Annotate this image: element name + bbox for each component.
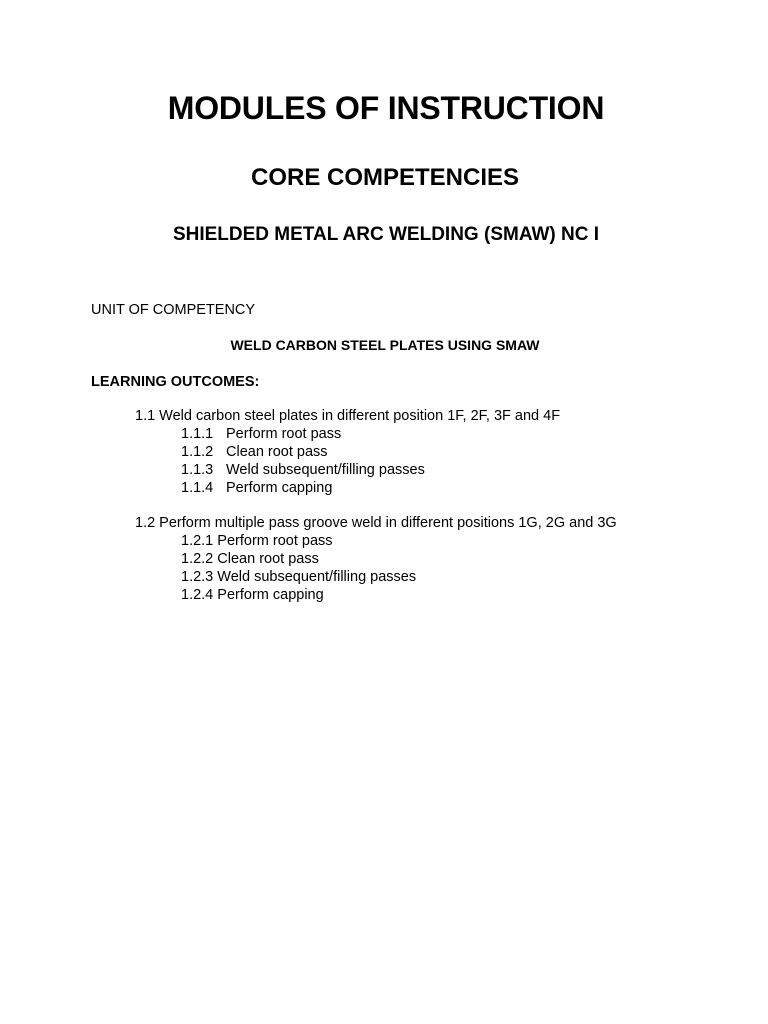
sub-item-number: 1.2.3	[181, 569, 214, 585]
outcome-sub-item	[181, 533, 333, 549]
sub-item-number: 1.1.1	[181, 426, 214, 442]
learning-outcome: 1.1 Weld carbon steel plates in different position 1F, 2F, 3F and 4F	[135, 408, 561, 424]
sub-item-text: Clean root pass	[217, 551, 319, 567]
sub-item-number: 1.1.3	[181, 462, 214, 478]
sub-item-number: 1.2.2	[181, 551, 214, 567]
document-subtitle: CORE COMPETENCIES	[250, 164, 520, 191]
sub-item-number: 1.2.1	[181, 533, 214, 549]
sub-item-text: Weld subsequent/filling passes	[217, 569, 417, 585]
outcome-sub-item	[181, 426, 341, 442]
sub-item-text: Clean root pass	[226, 444, 328, 460]
outcome-sub-item	[181, 551, 319, 567]
outcome-sub-item	[181, 587, 324, 603]
sub-item-number: 1.2.4	[181, 587, 214, 603]
sub-item-text: Weld subsequent/filling passes	[226, 462, 425, 478]
sub-item-text: Perform capping	[226, 480, 333, 496]
qualification-title: SHIELDED METAL ARC WELDING (SMAW) NC I	[172, 224, 600, 245]
sub-item-number: 1.1.2	[181, 444, 214, 460]
sub-item-text: Perform root pass	[226, 426, 342, 442]
sub-item-text: Perform capping	[217, 587, 324, 603]
learning-outcome: 1.2 Perform multiple pass groove weld in different positions 1G, 2G and 3G	[135, 515, 617, 531]
unit-of-competency-label: UNIT OF COMPETENCY	[91, 302, 256, 318]
outcome-sub-item	[181, 569, 416, 585]
learning-outcomes-heading: LEARNING OUTCOMES:	[91, 374, 260, 390]
outcome-sub-item	[181, 462, 425, 478]
sub-item-text: Perform root pass	[217, 533, 333, 549]
unit-of-competency-title: WELD CARBON STEEL PLATES USING SMAW	[230, 337, 540, 353]
outcome-sub-item	[181, 480, 332, 496]
document-title: MODULES OF INSTRUCTION	[167, 90, 605, 126]
outcome-sub-item	[181, 444, 328, 460]
sub-item-number: 1.1.4	[181, 480, 214, 496]
